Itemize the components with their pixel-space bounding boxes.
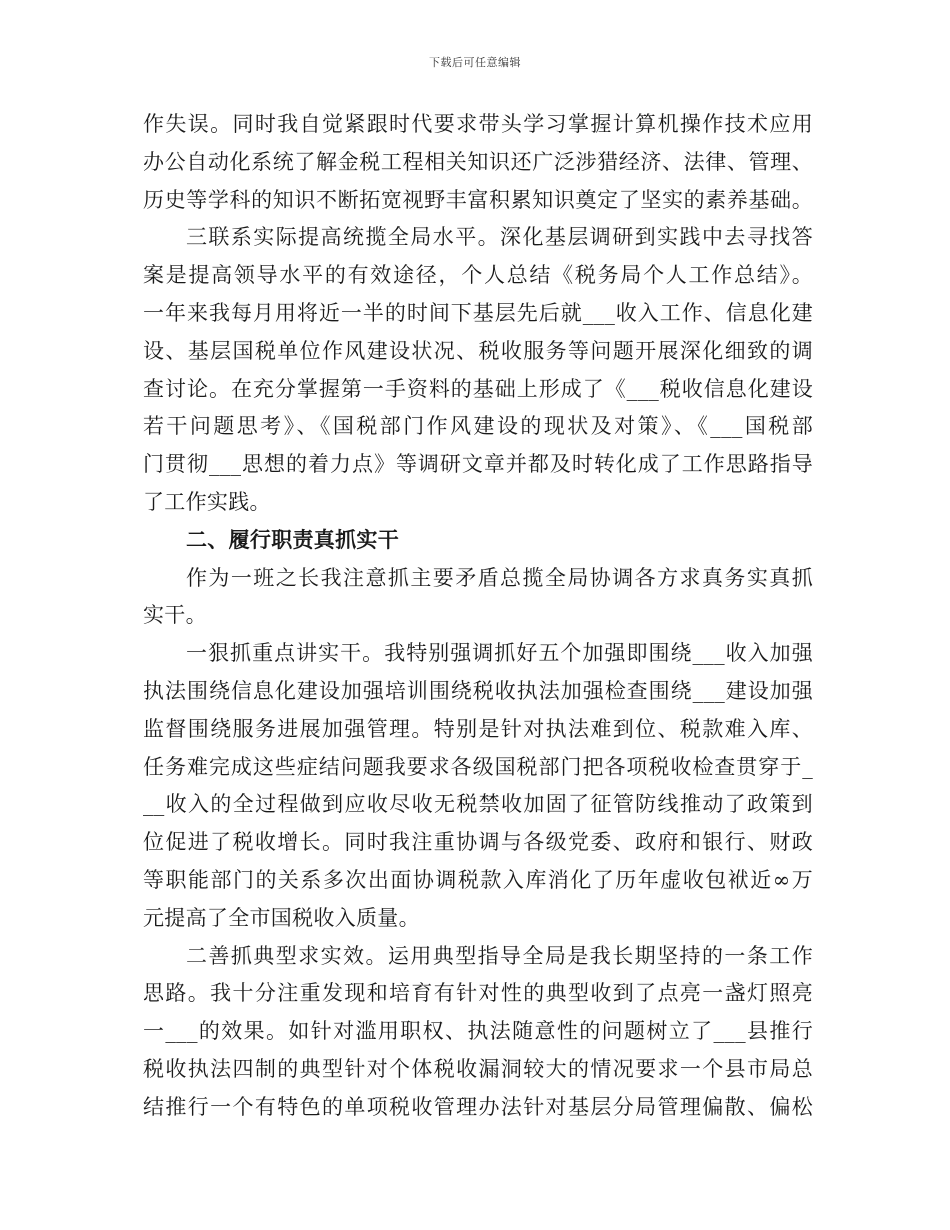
text-line: 监督围绕服务进展加强管理。特别是针对执法难到位、税款难入库、 [143,716,813,741]
text-line: 案是提高领导水平的有效途径，个人总结《税务局个人工作总结》。 [143,263,813,288]
paragraph-start-line: 三联系实际提高统揽全局水平。深化基层调研到实践中去寻找答 [186,225,813,250]
page-header-note: 下载后可任意编辑 [429,56,521,69]
text-line: 等职能部门的关系多次出面协调税款入库消化了历年虚收包袱近∞万 [143,867,813,892]
text-line: 结推行一个有特色的单项税收管理办法针对基层分局管理偏散、偏松 [143,1094,813,1119]
text-line: 门贯彻___思想的着力点》等调研文章并都及时转化成了工作思路指导 [143,452,813,477]
text-line: 设、基层国税单位作风建设状况、税收服务等问题开展深化细致的调 [143,338,813,363]
paragraph-start-line: 作为一班之长我注意抓主要矛盾总揽全局协调各方求真务实真抓 [186,565,813,590]
paragraph-start-line: 二善抓典型求实效。运用典型指导全局是我长期坚持的一条工作 [186,943,813,968]
text-line: 若干问题思考》、《国税部门作风建设的现状及对策》、《___国税部 [143,414,813,439]
text-line: 税收执法四制的典型针对个体税收漏洞较大的情况要求一个县市局总 [143,1056,813,1081]
text-line: 一年来我每月用将近一半的时间下基层先后就___收入工作、信息化建 [143,300,813,325]
paragraph-start-line: 一狠抓重点讲实干。我特别强调抓好五个加强即围绕___收入加强 [186,641,813,666]
text-line: 一___的效果。如针对滥用职权、执法随意性的问题树立了___县推行 [143,1019,813,1044]
text-line: 历史等学科的知识不断拓宽视野丰富积累知识奠定了坚实的素养基础。 [143,187,813,212]
text-line: __收入的全过程做到应收尽收无税禁收加固了征管防线推动了政策到 [143,792,813,817]
text-line: 位促进了税收增长。同时我注重协调与各级党委、政府和银行、财政 [143,830,813,855]
section-heading: 二、履行职责真抓实干 [186,527,399,552]
document-body [143,106,813,1127]
text-line: 思路。我十分注重发现和培育有针对性的典型收到了点亮一盏灯照亮 [143,981,813,1006]
text-line: 办公自动化系统了解金税工程相关知识还广泛涉猎经济、法律、管理、 [143,149,813,174]
text-line: 查讨论。在充分掌握第一手资料的基础上形成了《___税收信息化建设 [143,376,813,401]
text-line: 任务难完成这些症结问题我要求各级国税部门把各项税收检查贯穿于_ [143,754,813,779]
text-line: 作失误。同时我自觉紧跟时代要求带头学习掌握计算机操作技术应用 [143,112,813,136]
text-line: 执法围绕信息化建设加强培训围绕税收执法加强检查围绕___建设加强 [143,678,813,703]
text-line: 实干。 [143,603,207,628]
text-line: 元提高了全市国税收入质量。 [143,905,420,930]
text-line: 了工作实践。 [143,489,271,514]
